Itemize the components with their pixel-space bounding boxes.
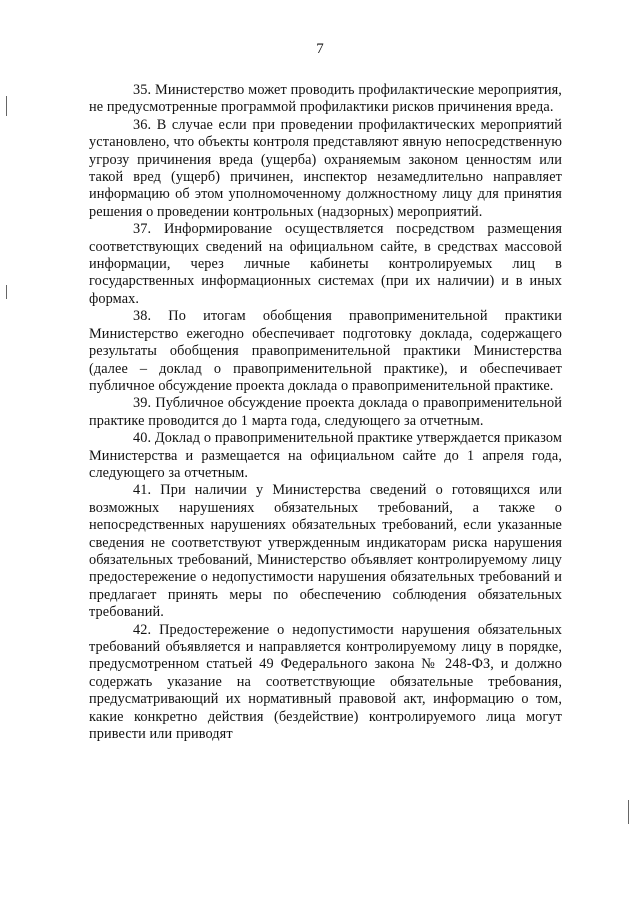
paragraph-40: 40. Доклад о правоприменительной практике утверждается приказом Министерства и размещается на официальном сайте до 1 апреля года, следующего за отчетным. [89,430,562,481]
scan-edge-mark-top [6,96,7,116]
paragraph-38: 38. По итогам обобщения правоприменительной практики Министерство ежегодно обеспечивает подготовку доклада, содержащего результаты обобщения правоприменительной практики Министерства (далее – доклад о правоприменительной практике), и обеспечивает публичное обсуждение проекта доклада о правоприменительной практике. [89,308,562,394]
paragraph-37: 37. Информирование осуществляется посредством размещения соответствующих сведений на официальном сайте, в средствах массовой информации, через личные кабинеты контролируемых лиц в государственных информационных системах (при их наличии) и в иных формах. [89,221,562,307]
paragraph-41: 41. При наличии у Министерства сведений о готовящихся или возможных нарушениях обязательных требований, а также о непосредственных нарушениях обязательных требований, если указанные сведения не соответствуют утвержденным индикаторам риска нарушения обязательных требований, Министерство объявляет контролируемому лицу предостережение о недопустимости нарушения обязательных требований и предлагает принять меры по обеспечению соблюдения обязательных требований. [89,482,562,621]
paragraph-42: 42. Предостережение о недопустимости нарушения обязательных требований объявляется и направляется контролируемому лицу в порядке, предусмотренном статьей 49 Федерального закона № 248-ФЗ, и должно содержать указание на соответствующие обязательные требования, предусматривающий их нормативный правовой акт, информацию о том, какие конкретно действия (бездействие) контролируемого лица могут привести или приводят [89,621,562,743]
scan-edge-mark-middle [6,285,7,299]
paragraph-36: 36. В случае если при проведении профилактических мероприятий установлено, что объекты контроля представляют явную непосредственную угрозу причинения вреда (ущерба) охраняемым законом ценностям или такой вред (ущерб) причинен, инспектор незамедлительно направляет информацию об этом уполномоченному должностному лицу для принятия решения о проведении контрольных (надзорных) мероприятий. [89,116,562,220]
document-body [89,82,562,743]
scan-edge-mark-bottom [628,800,629,824]
page-number: 7 [316,41,324,57]
paragraph-39: 39. Публичное обсуждение проекта доклада о правоприменительной практике проводится до 1 марта года, следующего за отчетным. [89,395,562,429]
paragraph-35: 35. Министерство может проводить профилактические мероприятия, не предусмотренные программой профилактики рисков причинения вреда. [89,82,562,116]
